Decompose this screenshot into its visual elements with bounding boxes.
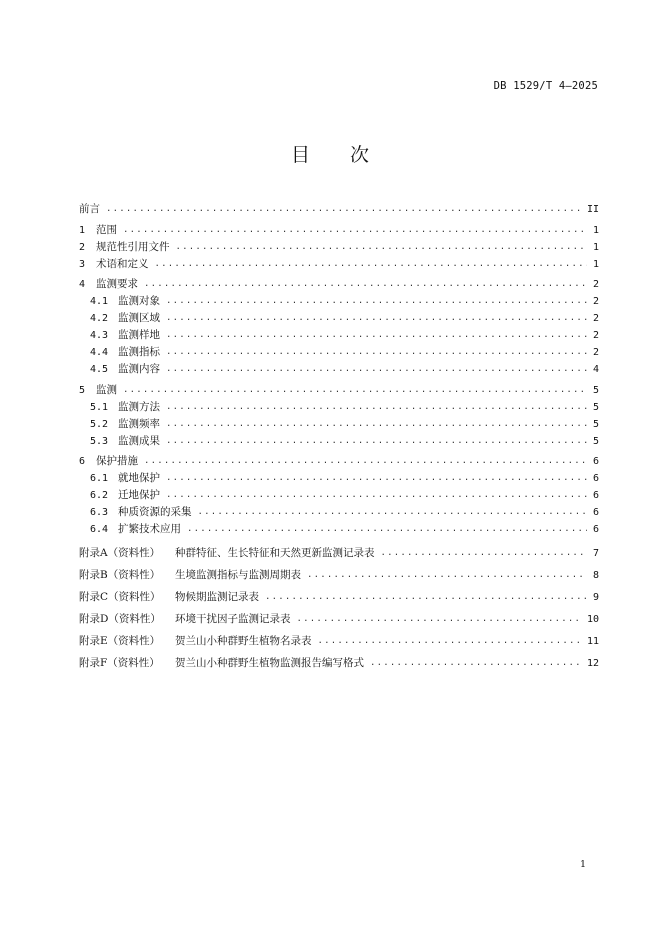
toc-entry-label: 监测方法 [118, 400, 160, 413]
toc-entry-label: 术语和定义 [96, 257, 149, 270]
toc-entry-number: 4.5 [90, 364, 109, 375]
toc-entry[interactable] [79, 399, 599, 416]
toc-entry-number: 5.1 [90, 401, 109, 413]
toc-leader-dots [144, 453, 587, 470]
toc-entry-page: 1 [592, 241, 599, 253]
toc-entry[interactable] [79, 521, 599, 538]
toc-entry-label: 种质资源的采集 [118, 506, 192, 518]
toc-entry[interactable] [79, 222, 599, 239]
toc-entry-label: 监测样地 [118, 329, 160, 341]
toc-entry[interactable] [79, 470, 599, 487]
toc-entry-page: 6 [592, 490, 599, 501]
toc-entry[interactable] [79, 239, 599, 256]
toc-leader-dots [166, 361, 587, 378]
appendix-page: 8 [592, 570, 599, 581]
toc-entry-number: 4.4 [90, 347, 109, 358]
appendix-page: 7 [592, 548, 599, 559]
toc-entry-page: 6 [592, 473, 599, 484]
toc-entry[interactable] [79, 487, 599, 504]
toc-leader-dots [381, 542, 588, 564]
toc-entry[interactable] [79, 276, 599, 293]
toc-entry-number: 4.3 [90, 330, 109, 341]
toc-leader-dots [187, 521, 587, 538]
toc-leader-dots [176, 239, 588, 256]
toc-entry-number: 4 [79, 279, 86, 290]
toc-leader-dots [265, 586, 587, 608]
toc-leader-dots [166, 344, 587, 361]
toc-leader-dots [155, 256, 588, 273]
toc-entry-page: 1 [592, 224, 599, 236]
toc-appendix-entry[interactable] [79, 608, 599, 630]
appendix-prefix: 附录F（资料性） [79, 657, 160, 669]
appendix-prefix: 附录D（资料性） [79, 613, 161, 625]
appendix-page: 12 [586, 658, 599, 669]
toc-appendix-entry[interactable] [79, 542, 599, 564]
toc-entry-label: 扩繁技术应用 [118, 523, 181, 535]
toc-leader-dots [123, 222, 587, 239]
toc-entry-page: 2 [592, 279, 599, 290]
toc-entry[interactable] [79, 310, 599, 327]
toc-entry-number: 2 [79, 241, 86, 253]
toc-entry[interactable] [79, 344, 599, 361]
toc-leader-dots [297, 608, 583, 630]
appendix-label: 环境干扰因子监测记录表 [175, 613, 291, 625]
toc-entry-page: 6 [592, 524, 599, 535]
toc-leader-dots [166, 310, 587, 327]
toc-entry-label: 监测 [96, 383, 117, 396]
toc-entry-label: 迁地保护 [118, 489, 160, 501]
appendix-label: 生境监测指标与监测周期表 [175, 569, 301, 581]
title-char-1: 目 [290, 144, 312, 166]
toc-entry-number: 5 [79, 384, 86, 396]
toc-entry-page: 5 [592, 418, 599, 430]
toc-leader-dots [123, 382, 587, 399]
title-char-2: 次 [350, 144, 372, 166]
toc-entry-page: 2 [592, 347, 599, 358]
toc-entry[interactable] [79, 293, 599, 310]
toc-entry-number: 6.1 [90, 473, 109, 484]
toc-leader-dots [166, 416, 587, 433]
toc-leader-dots [370, 652, 583, 674]
toc-leader-dots [307, 564, 587, 586]
toc-entry-number: 3 [79, 258, 86, 270]
toc-entry-page: 5 [592, 435, 599, 447]
toc-entry-page: II [586, 204, 599, 215]
toc-entry-label: 就地保护 [118, 472, 160, 484]
toc-entry-label: 范围 [96, 223, 117, 236]
toc-entry-number: 4.1 [90, 296, 109, 307]
toc-leader-dots [166, 470, 587, 487]
toc-entry-label: 监测成果 [118, 434, 160, 447]
toc-entry-number: 5.3 [90, 435, 109, 447]
appendix-page: 9 [592, 592, 599, 603]
toc-entry[interactable] [79, 504, 599, 521]
page-number: 1 [579, 859, 586, 870]
appendix-page: 10 [586, 614, 599, 625]
toc-entry-number: 5.2 [90, 418, 109, 430]
toc-entry-page: 6 [592, 507, 599, 518]
toc-entry-page: 2 [592, 296, 599, 307]
toc-leader-dots [166, 327, 587, 344]
appendix-label: 种群特征、生长特征和天然更新监测记录表 [175, 547, 375, 559]
toc-entry-page: 2 [592, 313, 599, 324]
toc-entry-page: 5 [592, 401, 599, 413]
toc-entry-label: 监测要求 [96, 278, 138, 290]
toc-leader-dots [166, 487, 587, 504]
toc-entry-label: 监测指标 [118, 346, 160, 358]
toc-entry[interactable] [79, 256, 599, 273]
toc-leader-dots [166, 293, 587, 310]
toc-entry[interactable] [79, 382, 599, 399]
toc-leader-dots [144, 276, 587, 293]
toc-entry-number: 4.2 [90, 313, 109, 324]
page-title [0, 140, 662, 167]
appendix-label: 贺兰山小种群野生植物名录表 [175, 635, 312, 647]
toc-entry-page: 4 [592, 364, 599, 375]
toc-appendix-entry[interactable] [79, 564, 599, 586]
toc-entry-number: 6.4 [90, 524, 109, 535]
toc-entry-page: 6 [592, 456, 599, 467]
toc-entry-number: 6.3 [90, 507, 109, 518]
toc-entry-label: 前言 [79, 203, 100, 215]
toc-entry[interactable] [79, 416, 599, 433]
toc-entry-label: 监测频率 [118, 417, 160, 430]
toc-entry-page: 1 [592, 258, 599, 270]
toc-leader-dots [318, 630, 583, 652]
toc-leader-dots [106, 201, 583, 218]
appendix-prefix: 附录E（资料性） [79, 635, 161, 647]
toc-appendix-entry[interactable] [79, 586, 599, 608]
toc-entry[interactable] [79, 453, 599, 470]
toc-entry-label: 规范性引用文件 [96, 240, 170, 253]
toc-appendix-entry[interactable] [79, 630, 599, 652]
document-code: DB 1529/T 4—2025 [493, 80, 598, 92]
toc-appendix-entry[interactable] [79, 652, 599, 674]
toc-entry-page: 2 [592, 330, 599, 341]
toc-entry-label: 监测对象 [118, 295, 160, 307]
toc-leader-dots [166, 433, 587, 450]
toc-entry[interactable] [79, 433, 599, 450]
toc-entry-label: 保护措施 [96, 455, 138, 467]
table-of-contents [79, 201, 599, 674]
toc-leader-dots [166, 399, 587, 416]
toc-entry[interactable] [79, 361, 599, 378]
toc-entry-number: 6.2 [90, 490, 109, 501]
toc-entry-number: 1 [79, 224, 86, 236]
toc-entry-page: 5 [592, 384, 599, 396]
appendix-prefix: 附录A（资料性） [79, 547, 161, 559]
toc-entry[interactable] [79, 201, 599, 218]
toc-entry-label: 监测区域 [118, 312, 160, 324]
toc-entry[interactable] [79, 327, 599, 344]
appendix-prefix: 附录C（资料性） [79, 591, 161, 603]
appendix-page: 11 [586, 636, 599, 647]
appendix-label: 物候期监测记录表 [175, 591, 259, 603]
appendix-prefix: 附录B（资料性） [79, 569, 161, 581]
toc-leader-dots [198, 504, 588, 521]
appendix-label: 贺兰山小种群野生植物监测报告编写格式 [175, 657, 364, 669]
toc-entry-number: 6 [79, 456, 86, 467]
toc-entry-label: 监测内容 [118, 363, 160, 375]
